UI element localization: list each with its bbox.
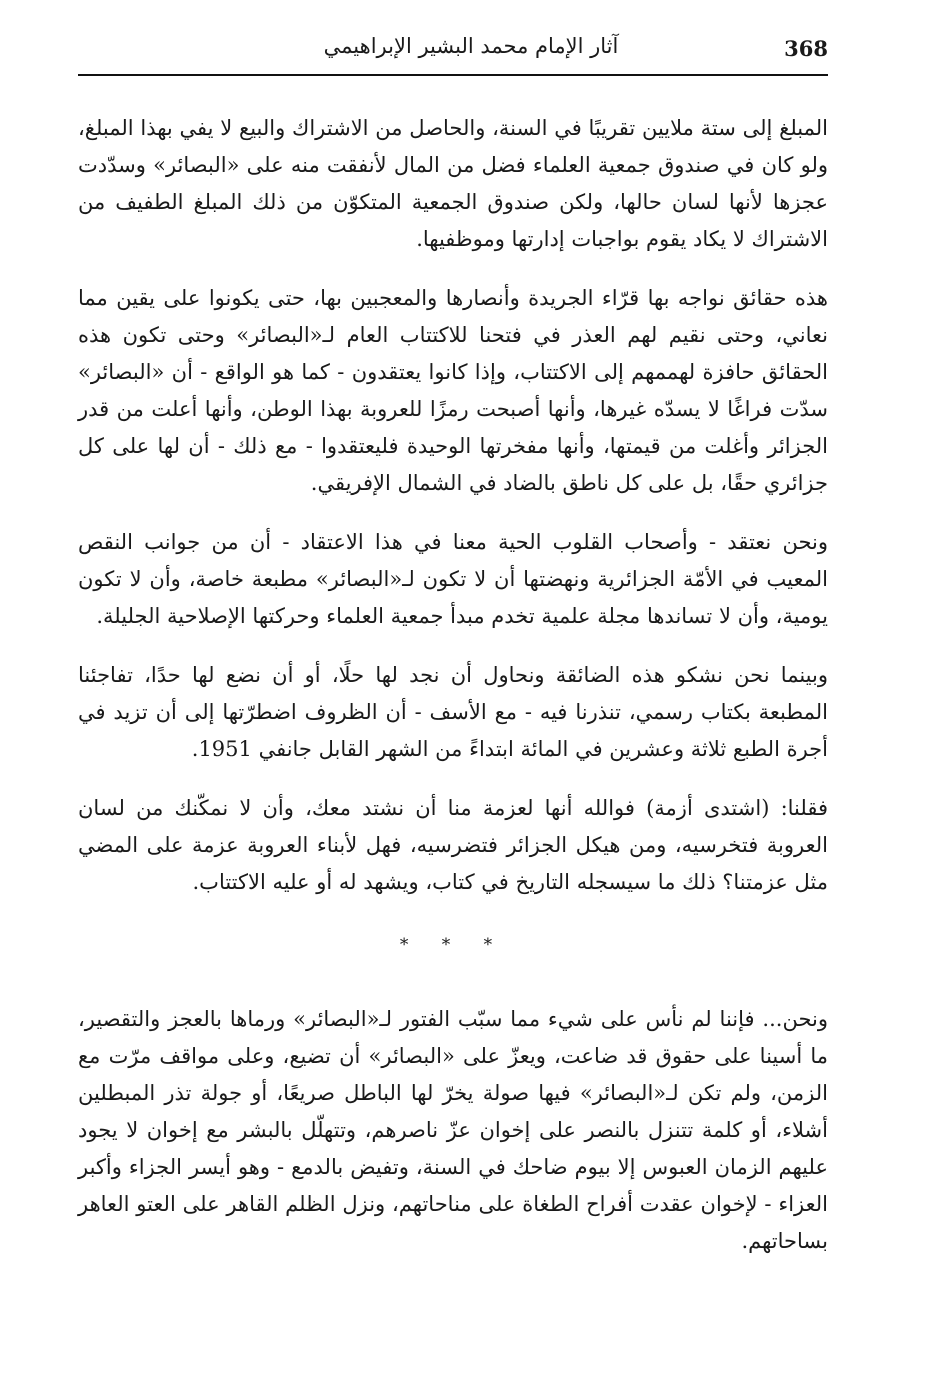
body-text	[78, 110, 828, 1282]
closing-paragraph: ونحن... فإننا لم نأس على شيء مما سبّب الفتور لـ«البصائر» ورماها بالعجز والتقصير، ما أسينا على حقوق قد ضاعت، ويعزّ على «البصائر» أن تضيع، وعلى مواقف مرّت مع الزمن، ولم تكن لـ«البصائر» فيها صولة يخرّ لها الباطل صريعًا، أو جولة تذر المبطلين أشلاء، أو كلمة تتنزل بالنصر على إخوان عزّ ناصرهم، وتتهلّل بالبشر مع إخوان لا يجود عليهم الزمان العبوس إلا بيوم ضاحك في السنة، وتفيض بالدمع - وهو أيسر الجزاء وأكبر العزاء - لإخوان عقدت أفراح الطغاة على مناحاتهم، ونزل الظلم القاهر على العتو العاهر بساحاتهم.	[78, 1007, 828, 1253]
book-title: آثار الإمام محمد البشير الإبراهيمي	[323, 34, 619, 58]
paragraph-1: المبلغ إلى ستة ملايين تقريبًا في السنة، والحاصل من الاشتراك والبيع لا يفي بهذا المبلغ، ولو كان في صندوق جمعية العلماء فضل من المال لأنفقت منه على «البصائر» وسدّدت عجزها لأنها لسان حالها، ولكن صندوق الجمعية المتكوّن من ذلك المبلغ الطفيف من الاشتراك لا يكاد يقوم بواجبات إدارتها وموظفيها.	[78, 116, 828, 251]
running-header	[78, 30, 828, 76]
section-separator: * * *	[399, 935, 507, 955]
paragraph-4: وبينما نحن نشكو هذه الضائقة ونحاول أن نجد لها حلًا، أو أن نضع لها حدًا، تفاجئنا المطبعة بكتاب رسمي، تنذرنا فيه - مع الأسف - أن الظروف اضطرّتها إلى أن تزيد في أجرة الطبع ثلاثة وعشرين في المائة ابتداءً من الشهر القابل جانفي 1951.	[78, 663, 828, 761]
paragraph-2: هذه حقائق نواجه بها قرّاء الجريدة وأنصارها والمعجبين بها، حتى يكونوا على يقين مما نعاني، وحتى نقيم لهم العذر في فتحنا للاكتتاب العام لـ«البصائر» وحتى تكون هذه الحقائق حافزة لهممهم إلى الاكتتاب، وإذا كانوا يعتقدون - كما هو الواقع - أن «البصائر» سدّت فراغًا لا يسدّه غيرها، وأنها أصبحت رمزًا للعروبة بهذا الوطن، وأنها أعلت من قدر الجزائر وأغلت من قيمتها، وأنها مفخرتها الوحيدة فليعتقدوا - مع ذلك - أن لها على كل جزائري حقًا، بل على كل ناطق بالضاد في الشمال الإفريقي.	[78, 286, 828, 495]
page-number: 368	[784, 36, 828, 61]
paragraph-3: ونحن نعتقد - وأصحاب القلوب الحية معنا في هذا الاعتقاد - أن من جوانب النقص المعيب في الأمّة الجزائرية ونهضتها أن لا تكون لـ«البصائر» مطبعة خاصة، وأن لا تكون يومية، وأن لا تساندها مجلة علمية تخدم مبدأ جمعية العلماء وحركتها الإصلاحية الجليلة.	[78, 530, 828, 628]
paragraph-5: فقلنا: (اشتدى أزمة) فوالله أنها لعزمة منا أن نشتد معك، وأن لا نمكّنك من لسان العروبة فتخرسيه، ومن هيكل الجزائر فتضرسيه، فهل لأبناء العروبة عزمة على المضي مثل عزمتنا؟ ذلك ما سيسجله التاريخ في كتاب، ويشهد له أو عليه الاكتتاب.	[78, 796, 828, 894]
